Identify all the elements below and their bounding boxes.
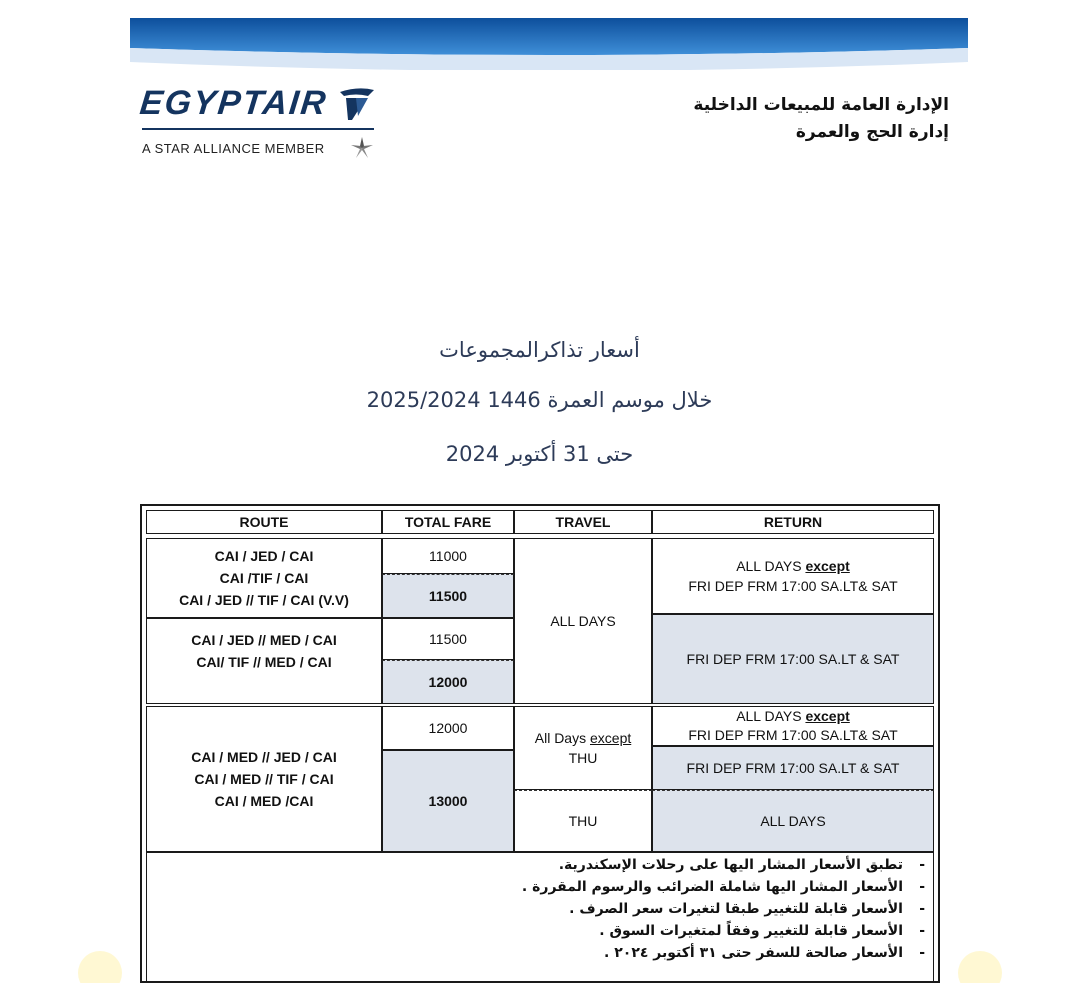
return-cell (652, 538, 934, 614)
header-banner (130, 18, 968, 70)
return-cell: FRI DEP FRM 17:00 SA.LT & SAT (652, 614, 934, 704)
fare-table (140, 504, 940, 983)
header-total-fare: TOTAL FARE (382, 510, 514, 534)
note-item: - الأسعار المشار اليها شاملة الضرائب والرسوم المقررة . (521, 879, 925, 895)
logo-tagline: A STAR ALLIANCE MEMBER (142, 141, 325, 156)
travel-cell (514, 706, 652, 790)
horus-wing-icon (338, 86, 376, 122)
return-cell: FRI DEP FRM 17:00 SA.LT & SAT (652, 746, 934, 790)
route: CAI / JED // TIF / CAI (V.V) (179, 592, 349, 608)
title-line-1: أسعار تذاكرالمجموعات (439, 338, 640, 362)
fare-cell: 12000 (382, 706, 514, 750)
return-text: ALL DAYS except (736, 708, 850, 724)
route: CAI / MED // TIF / CAI (194, 771, 334, 787)
title-line-3: حتى 31 أكتوبر 2024 (445, 442, 634, 466)
note-item: - تطبق الأسعار المشار اليها على رحلات الإسكندرية. (558, 857, 925, 873)
travel-cell: THU (514, 790, 652, 852)
travel-text: THU (568, 750, 598, 766)
note-item: - الأسعار قابلة للتغيير طبقا لتغيرات سعر الصرف . (569, 901, 925, 917)
fare-cell: 11500 (382, 574, 514, 618)
fare-cell: 11000 (382, 538, 514, 574)
fare-cell: 11500 (382, 618, 514, 660)
travel-text: All Days except (534, 730, 632, 746)
header-travel: TRAVEL (514, 510, 652, 534)
return-text: ALL DAYS except (736, 558, 850, 574)
route: CAI/ TIF // MED / CAI (196, 654, 332, 670)
egyptair-logo (140, 84, 390, 164)
route-group-3 (146, 706, 382, 852)
header-return: RETURN (652, 510, 934, 534)
return-text: FRI DEP FRM 17:00 SA.LT& SAT (688, 727, 898, 743)
return-text: FRI DEP FRM 17:00 SA.LT& SAT (688, 578, 898, 594)
department-line-2: إدارة الحج والعمرة (795, 122, 949, 142)
return-cell: ALL DAYS (652, 790, 934, 852)
brand-name: EGYPTAIR (138, 84, 330, 122)
sun-decoration-icon (950, 903, 1010, 983)
title-line-2: خلال موسم العمرة 1446 2025/2024 (366, 388, 713, 412)
fare-cell: 13000 (382, 750, 514, 852)
route: CAI / MED // JED / CAI (191, 749, 337, 765)
route: CAI / JED / CAI (214, 548, 314, 564)
route: CAI / MED /CAI (214, 793, 314, 809)
note-item: - الأسعار صالحة للسفر حتى ٣١ أكتوبر ٢٠٢٤ . (604, 945, 925, 961)
note-item: - الأسعار قابلة للتغيير وفقاً لمتغيرات السوق . (599, 923, 925, 939)
sun-decoration-icon (70, 903, 130, 983)
route-group-2 (146, 618, 382, 704)
fare-cell: 12000 (382, 660, 514, 704)
department-line-1: الإدارة العامة للمبيعات الداخلية (693, 95, 949, 115)
route: CAI / JED // MED / CAI (191, 632, 337, 648)
header-route: ROUTE (146, 510, 382, 534)
travel-cell: ALL DAYS (514, 538, 652, 704)
star-alliance-icon (350, 136, 374, 160)
route: CAI /TIF / CAI (219, 570, 309, 586)
department-block (693, 92, 949, 146)
route-group-1 (146, 538, 382, 618)
logo-divider (142, 128, 374, 130)
return-cell (652, 706, 934, 746)
notes-box (146, 852, 934, 982)
